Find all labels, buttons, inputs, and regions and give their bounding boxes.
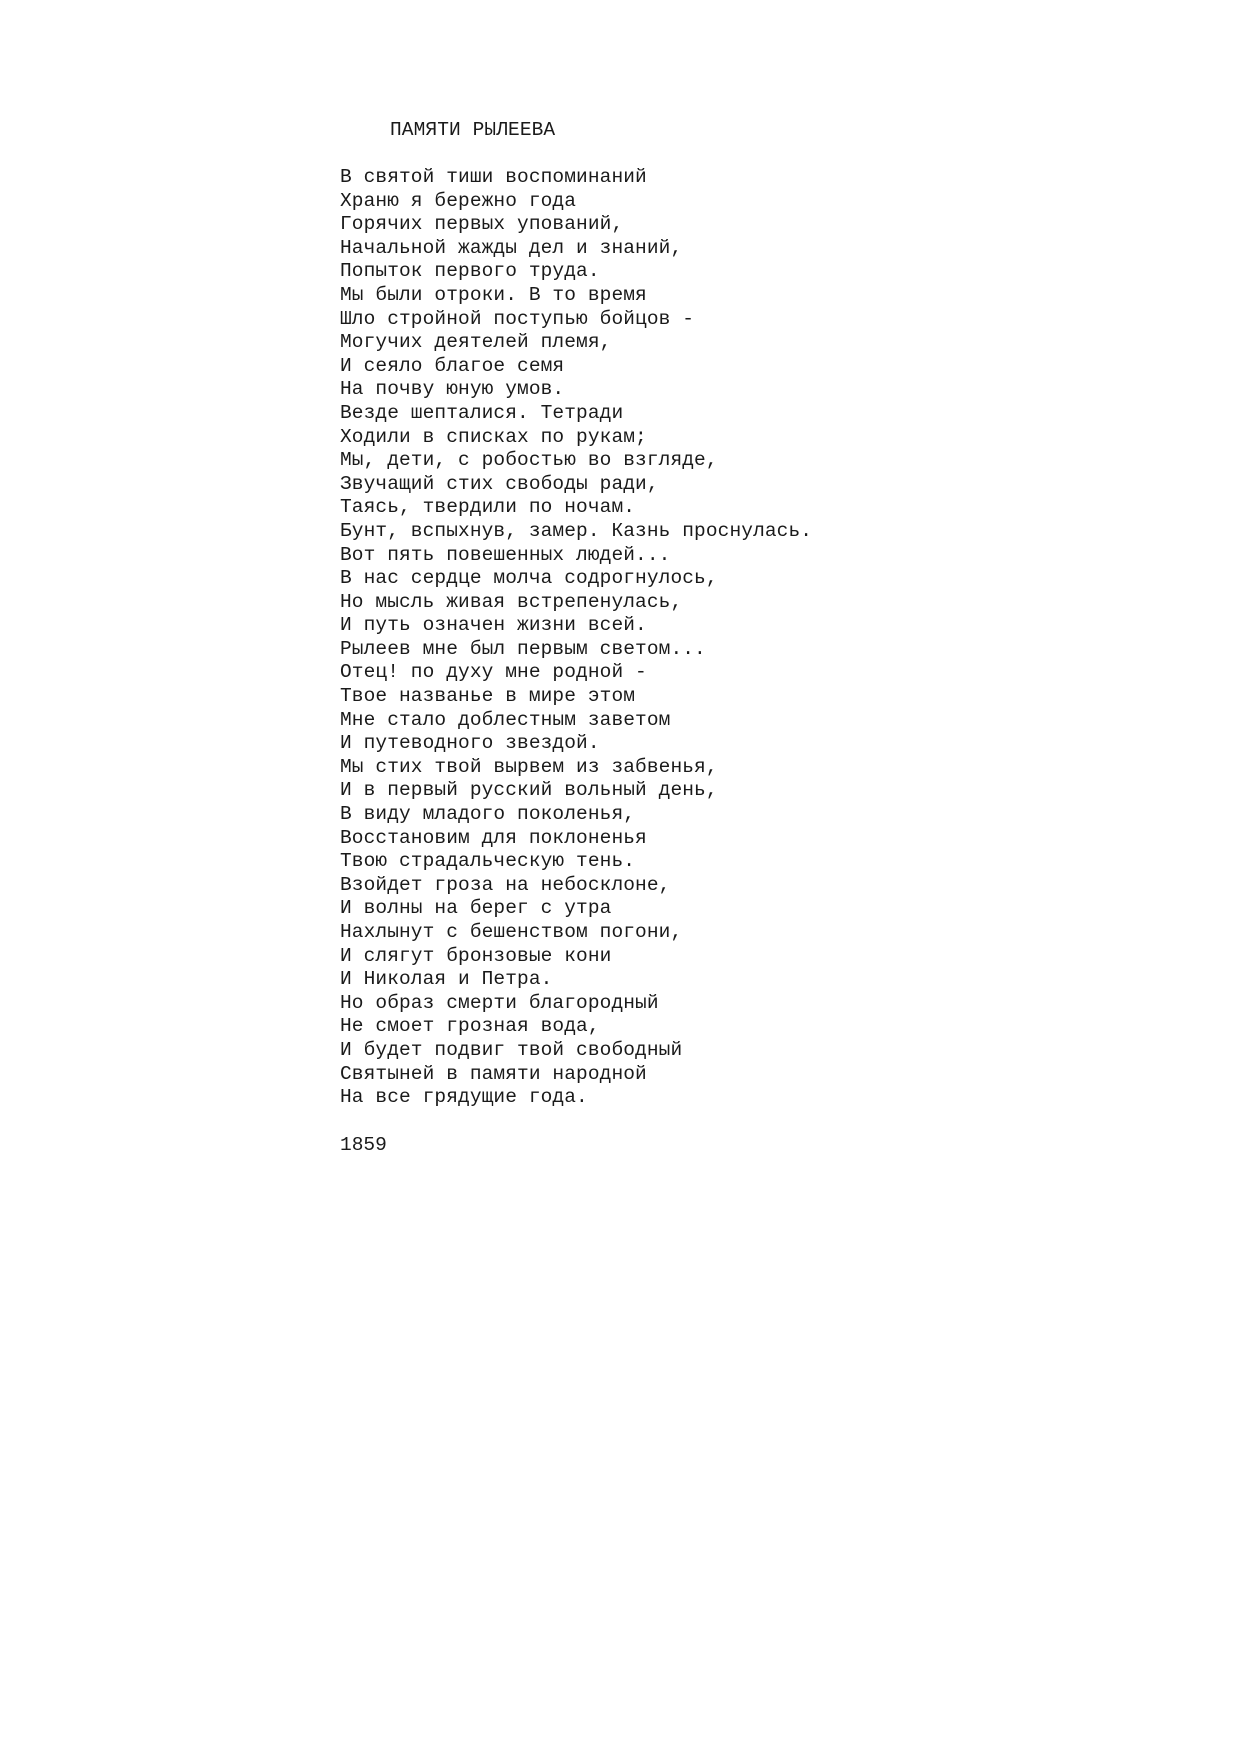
poem-line: Твою страдальческую тень.: [340, 850, 636, 873]
poem-line: И волны на берег с утра: [340, 897, 612, 920]
poem-line: И слягут бронзовые кони: [340, 944, 612, 967]
poem-line: Мне стало доблестным заветом: [340, 708, 671, 731]
poem-line: Начальной жажды дел и знаний,: [340, 236, 683, 259]
poem-line: Рылеев мне был первым светом...: [340, 637, 706, 660]
poem-line: Взойдет гроза на небосклоне,: [340, 873, 671, 896]
poem-line: Мы стих твой вырвем из забвенья,: [340, 755, 718, 778]
poem-line: Попыток первого труда.: [340, 260, 600, 283]
poem-line: Ходили в списках по рукам;: [340, 425, 647, 448]
poem-line: Везде шепталися. Тетради: [340, 401, 624, 424]
poem-line: В святой тиши воспоминаний: [340, 166, 647, 188]
poem-line: Твое названье в мире этом: [340, 685, 636, 708]
poem-line: Таясь, твердили по ночам.: [340, 496, 636, 519]
poem-title: ПАМЯТИ РЫЛЕЕВА: [390, 119, 556, 141]
poem-line: И сеяло благое семя: [340, 354, 565, 377]
poem-line: Звучащий стих свободы ради,: [340, 472, 659, 495]
poem-line: Храню я бережно года: [340, 189, 577, 212]
poem-year: 1859: [340, 1134, 387, 1156]
poem-line: Вот пять повешенных людей...: [340, 543, 671, 566]
poem-line: На почву юную умов.: [340, 378, 565, 401]
poem-line: В виду младого поколенья,: [340, 803, 636, 826]
poem-line: Горячих первых упований,: [340, 213, 624, 236]
poem-line: И путь означен жизни всей.: [340, 614, 647, 637]
poem-line: Бунт, вспыхнув, замер. Казнь проснулась.: [340, 519, 813, 542]
poem-line: Отец! по духу мне родной -: [340, 661, 647, 684]
poem-line: Шло стройной поступью бойцов -: [340, 307, 695, 330]
poem-line: И путеводного звездой.: [340, 732, 600, 755]
poem-line: Мы, дети, с робостью во взгляде,: [340, 449, 718, 472]
poem-line: Могучих деятелей племя,: [340, 331, 612, 354]
poem-body: [340, 166, 812, 1110]
poem-line: На все грядущие года.: [340, 1086, 588, 1109]
poem-line: Нахлынут с бешенством погони,: [340, 921, 683, 943]
poem-line: Святыней в памяти народной: [340, 1062, 647, 1085]
poem-line: Мы были отроки. В то время: [340, 283, 647, 306]
poem-line: И Николая и Петра.: [340, 968, 553, 991]
poem-line: Но мысль живая встрепенулась,: [340, 590, 683, 613]
poem-line: Не смоет грозная вода,: [340, 1015, 600, 1038]
poem-line: И будет подвиг твой свободный: [340, 1038, 683, 1061]
poem-line: Восстановим для поклоненья: [340, 826, 647, 849]
poem-line: Но образ смерти благородный: [340, 991, 659, 1014]
poem-line: И в первый русский вольный день,: [340, 779, 718, 802]
poem-line: В нас сердце молча содрогнулось,: [340, 567, 718, 590]
